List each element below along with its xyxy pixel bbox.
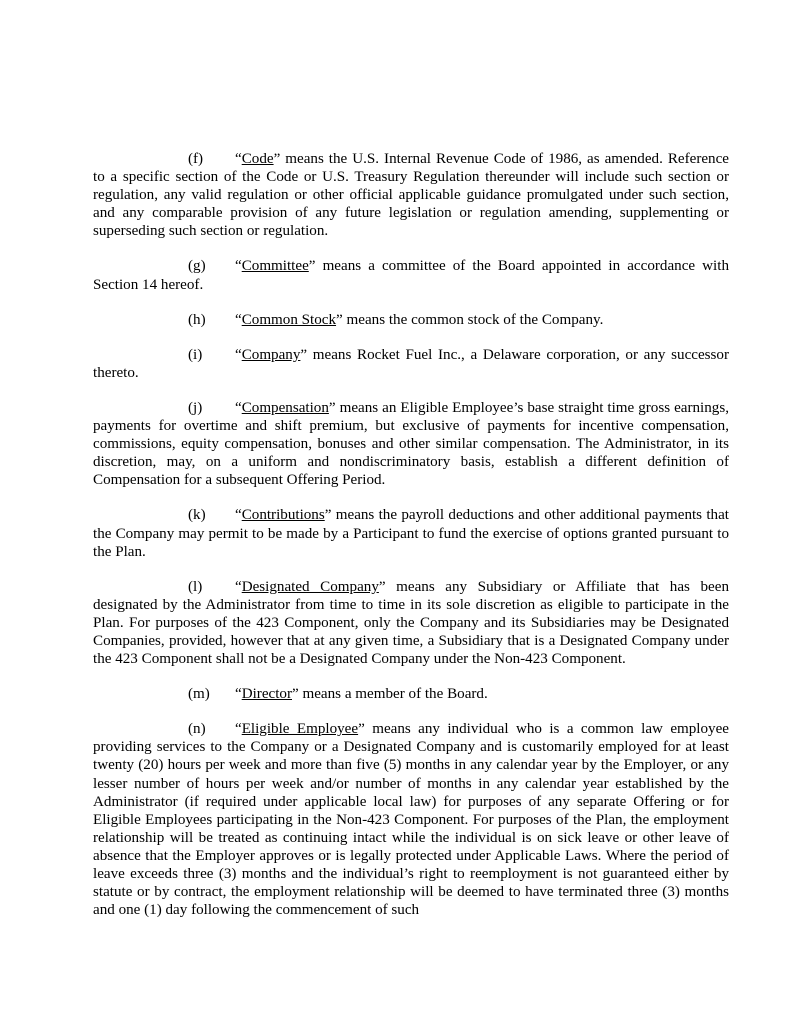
definition-label: (k) [188, 507, 206, 524]
definition-l: (l) “Designated Company” means any Subsidiary or Affiliate that has been designated by the Administrator from time to time in its sole discretion as eligible to participate in the Plan. For purposes of the 423 Component, only the Company and its Subsidiaries may be Designated Companies, provided, however that at any given time, a Subsidiary that is a Designated Company under the 423 Component shall not be a Designated Company under the Non-423 Component. [93, 578, 729, 668]
definition-g: (g) “Committee” means a committee of the Board appointed in accordance with Section 14 hereof. [93, 258, 729, 293]
definition-text: means the payroll deductions and other additional payments that the Company may permit to be made by a Participant to fund the exercise of options granted pursuant to the Plan. [93, 507, 729, 560]
definition-i: (i) “Company” means Rocket Fuel Inc., a Delaware corporation, or any successor thereto. [93, 346, 729, 381]
definition-text: means an Eligible Employee’s base straight time gross earnings, payments for overtime and shift premium, but exclusive of payments for incentive compensation, commissions, equity compensation, bonuses and other similar compensation. The Administrator, in its discretion, may, on a uniform and nondiscriminatory basis, establish a different definition of Compensation for a subsequent Offering Period. [93, 399, 729, 489]
definition-n: (n) “Eligible Employee” means any individual who is a common law employee providing services to the Company or a Designated Company and is customarily employed for at least twenty (20) hours per week and more than five (5) months in any calendar year by the Employer, or any lesser number of hours per week and/or number of months in any calendar year established by the Administrator (if required under applicable local law) for purposes of any separate Offering or for Eligible Employees participating in the Non-423 Component. For purposes of the Plan, the employment relationship will be treated as continuing intact while the individual is on sick leave or other leave of absence that the Employer approves or is legally protected under Applicable Laws. Where the period of leave exceeds three (3) months and the individual’s right to reemployment is not guaranteed either by statute or by contract, the employment relationship will be deemed to have terminated three (3) months and one (1) day following the commencement of such [93, 721, 729, 919]
definition-text: means a committee of the Board appointed in accordance with Section 14 hereof. [93, 258, 729, 293]
definition-label: (f) [188, 151, 204, 167]
definition-label: (l) [188, 578, 203, 595]
definition-m: (m) “Director” means a member of the Board. [188, 686, 488, 703]
definition-text: means the common stock of the Company. [346, 311, 604, 328]
defined-term: Director [241, 686, 292, 703]
defined-term: Company [241, 346, 301, 363]
definition-j: (j) “Compensation” means an Eligible Employee’s base straight time gross earnings, payments for overtime and shift premium, but exclusive of payments for incentive compensation, commissions, equity compensation, bonuses and other similar compensation. The Administrator, in its discretion, may, on a uniform and nondiscriminatory basis, establish a different definition of Compensation for a subsequent Offering Period. [93, 399, 729, 489]
defined-term: Contributions [241, 507, 325, 524]
definition-text: means the U.S. Internal Revenue Code of 1986, as amended. Reference to a specific section of the Code or U.S. Treasury Regulation thereunder will include such section or regulation, any valid regulation or other official applicable guidance promulgated under such section, and any comparable provision of any future legislation or regulation amending, supplementing or superseding such section or regulation. [93, 151, 729, 240]
definition-label: (g) [188, 258, 206, 275]
definition-label: (h) [188, 311, 206, 328]
defined-term: Designated Company [241, 578, 379, 595]
definition-label: (m) [188, 686, 210, 703]
definition-text: means a member of the Board. [302, 686, 488, 703]
defined-term: Eligible Employee [241, 721, 359, 738]
definition-f: (f) “Code” means the U.S. Internal Revenue Code of 1986, as amended. Reference to a specific section of the Code or U.S. Treasury Regulation thereunder will include such section or regulation, any valid regulation or other official applicable guidance promulgated under such section, and any comparable provision of any future legislation or regulation amending, supplementing or superseding such section or regulation. [93, 151, 729, 240]
document-page [93, 150, 729, 919]
definition-label: (i) [188, 346, 203, 363]
defined-term: Committee [241, 258, 309, 275]
defined-term: Compensation [241, 399, 329, 416]
definition-text: means any Subsidiary or Affiliate that has been designated by the Administrator from time to time in its sole discretion as eligible to participate in the Plan. For purposes of the 423 Component, only the Company and its Subsidiaries may be Designated Companies, provided, however that at any given time, a Subsidiary that is a Designated Company under the 423 Component shall not be a Designated Company under the Non-423 Component. [93, 578, 729, 668]
defined-term: Common Stock [241, 311, 337, 328]
defined-term: Code [241, 151, 274, 167]
definition-h: (h) “Common Stock” means the common stock of the Company. [188, 311, 604, 328]
definition-label: (j) [188, 399, 203, 416]
definition-text: means Rocket Fuel Inc., a Delaware corporation, or any successor thereto. [93, 346, 729, 381]
definition-k: (k) “Contributions” means the payroll deductions and other additional payments that the Company may permit to be made by a Participant to fund the exercise of options granted pursuant to the Plan. [93, 507, 729, 560]
definition-text: means any individual who is a common law employee providing services to the Company or a Designated Company and is customarily employed for at least twenty (20) hours per week and more than five (5) months in any calendar year by the Employer, or any lesser number of hours per week and/or number of months in any calendar year established by the Administrator (if required under applicable local law) for purposes of any separate Offering or for Eligible Employees participating in the Non-423 Component. For purposes of the Plan, the employment relationship will be treated as continuing intact while the individual is on sick leave or other leave of absence that the Employer approves or is legally protected under Applicable Laws. Where the period of leave exceeds three (3) months and the individual’s right to reemployment is not guaranteed either by statute or by contract, the employment relationship will be deemed to have terminated three (3) months and one (1) day following the commencement of such [93, 721, 729, 919]
definition-label: (n) [188, 721, 206, 738]
